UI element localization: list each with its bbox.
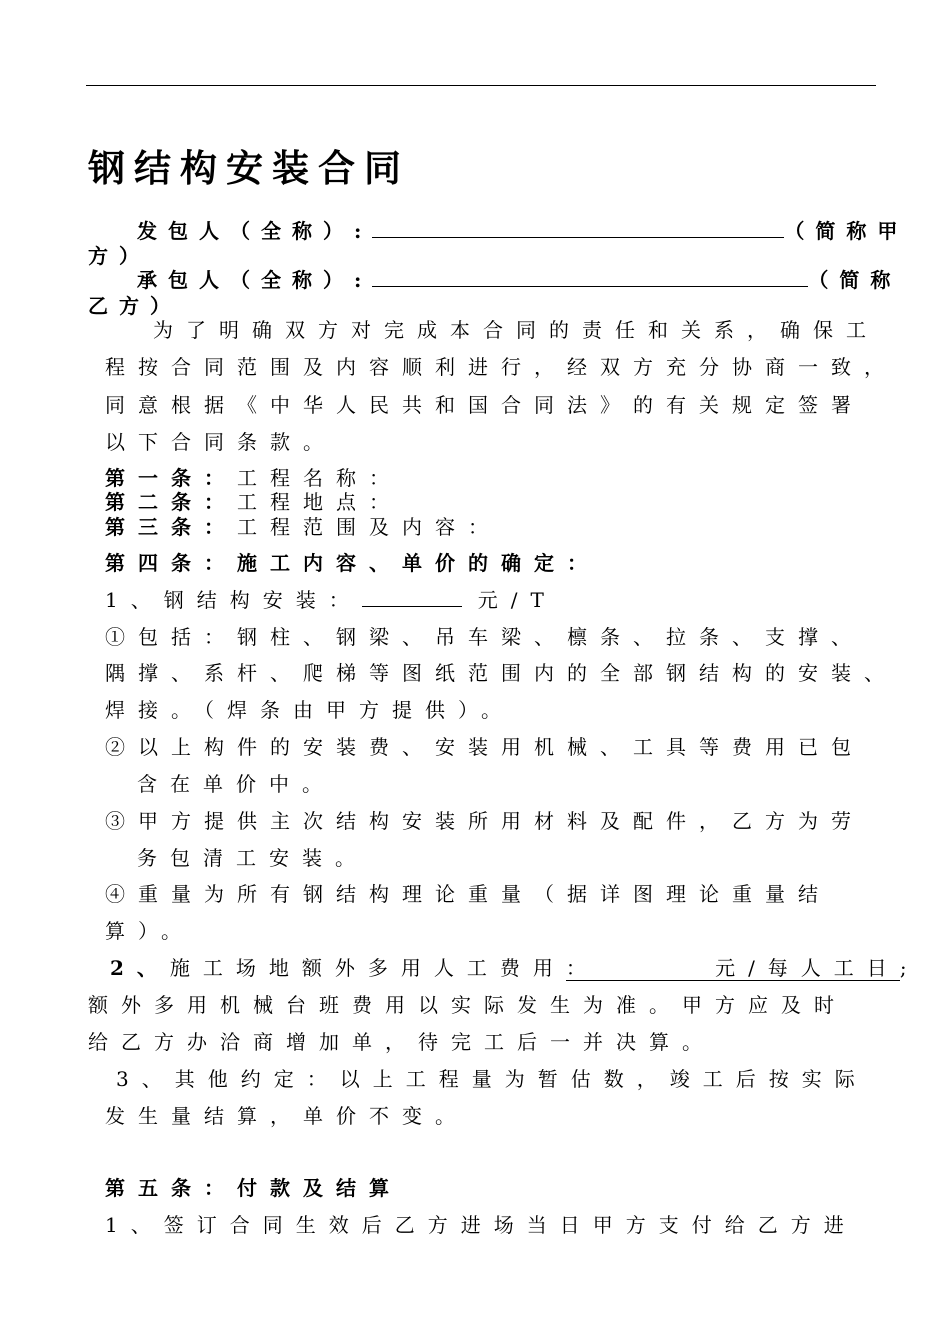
- item-2-end: ;: [899, 956, 920, 980]
- article-4-title: 第四条：施工内容、单价的确定：: [105, 551, 600, 575]
- clause-1-line: 焊接。（焊条由甲方提供）。: [105, 698, 514, 722]
- item-1-prefix: 1、钢结构安装：: [105, 588, 362, 612]
- unit-price-blank[interactable]: [362, 590, 462, 607]
- article-1-label: 第一条：: [105, 466, 237, 490]
- party-a-blank[interactable]: [372, 221, 784, 238]
- article-3-label: 第三条：: [105, 515, 237, 539]
- item-2-text: 施工场地额外多用人工费用: [169, 956, 566, 980]
- item-2-label: 2、: [110, 956, 170, 980]
- article-3-text: 工程范围及内容：: [237, 515, 501, 539]
- item-2-cont: 额外多用机械台班费用以实际发生为准。甲方应及时: [88, 993, 847, 1017]
- intro-line: 为了明确双方对完成本合同的责任和关系，确保工: [153, 318, 879, 342]
- clause-4-line: 算）。: [105, 919, 194, 943]
- clause-1-line: ①包括：钢柱、钢梁、吊车梁、檩条、拉条、支撑、: [105, 625, 864, 649]
- article-2-label: 第二条：: [105, 490, 237, 514]
- item-2-cont: 给乙方办洽商增加单，待完工后一并决算。: [88, 1030, 715, 1054]
- intro-line: 以下合同条款。: [105, 430, 336, 454]
- article-3: [105, 515, 501, 539]
- clause-1-line: 隅撑、系杆、爬梯等图纸范围内的全部钢结构的安装、: [105, 661, 897, 685]
- item-1-unit: 元/T: [477, 588, 557, 612]
- item-3-line: 3、其他约定：以上工程量为暂估数，竣工后按实际: [116, 1067, 868, 1091]
- document-title: 钢结构安装合同: [88, 147, 410, 190]
- party-a-line: [137, 219, 908, 243]
- article-1-text: 工程名称：: [237, 466, 402, 490]
- party-b-suffix: （简称: [808, 268, 902, 292]
- article-5-item-1: 1、签订合同生效后乙方进场当日甲方支付给乙方进: [105, 1213, 857, 1237]
- party-b-blank[interactable]: [372, 270, 808, 287]
- labor-rate-field[interactable]: ： 元/每人工日: [565, 956, 900, 980]
- article-2-text: 工程地点：: [237, 490, 402, 514]
- article-5-title: 第五条：付款及结算: [105, 1176, 402, 1200]
- clause-2-line: 含在单价中。: [137, 772, 335, 796]
- item-3-line: 发生量结算，单价不变。: [105, 1104, 468, 1128]
- party-a-label: 发包人（全称）:: [137, 219, 373, 243]
- intro-line: 同意根据《中华人民共和国合同法》的有关规定签署: [105, 393, 864, 417]
- party-b-line: [137, 268, 901, 292]
- intro-line: 程按合同范围及内容顺利进行，经双方充分协商一致，: [105, 355, 897, 379]
- article-2: [105, 490, 402, 514]
- article-1: [105, 466, 402, 490]
- party-b-label: 承包人（全称）:: [137, 268, 373, 292]
- clause-3-line: ③甲方提供主次结构安装所用材料及配件，乙方为劳: [105, 809, 864, 833]
- item-2-line: [110, 956, 920, 980]
- clause-4-line: ④重量为所有钢结构理论重量（据详图理论重量结: [105, 882, 831, 906]
- party-b-wrap: 乙方）: [88, 294, 181, 318]
- clause-2-line: ②以上构件的安装费、安装用机械、工具等费用已包: [105, 735, 864, 759]
- header-rule: [86, 85, 876, 86]
- party-a-suffix: （简称甲: [784, 219, 909, 243]
- party-a-wrap: 方）: [88, 244, 150, 268]
- item-1-line: [105, 588, 557, 612]
- clause-3-line: 务包清工安装。: [137, 846, 368, 870]
